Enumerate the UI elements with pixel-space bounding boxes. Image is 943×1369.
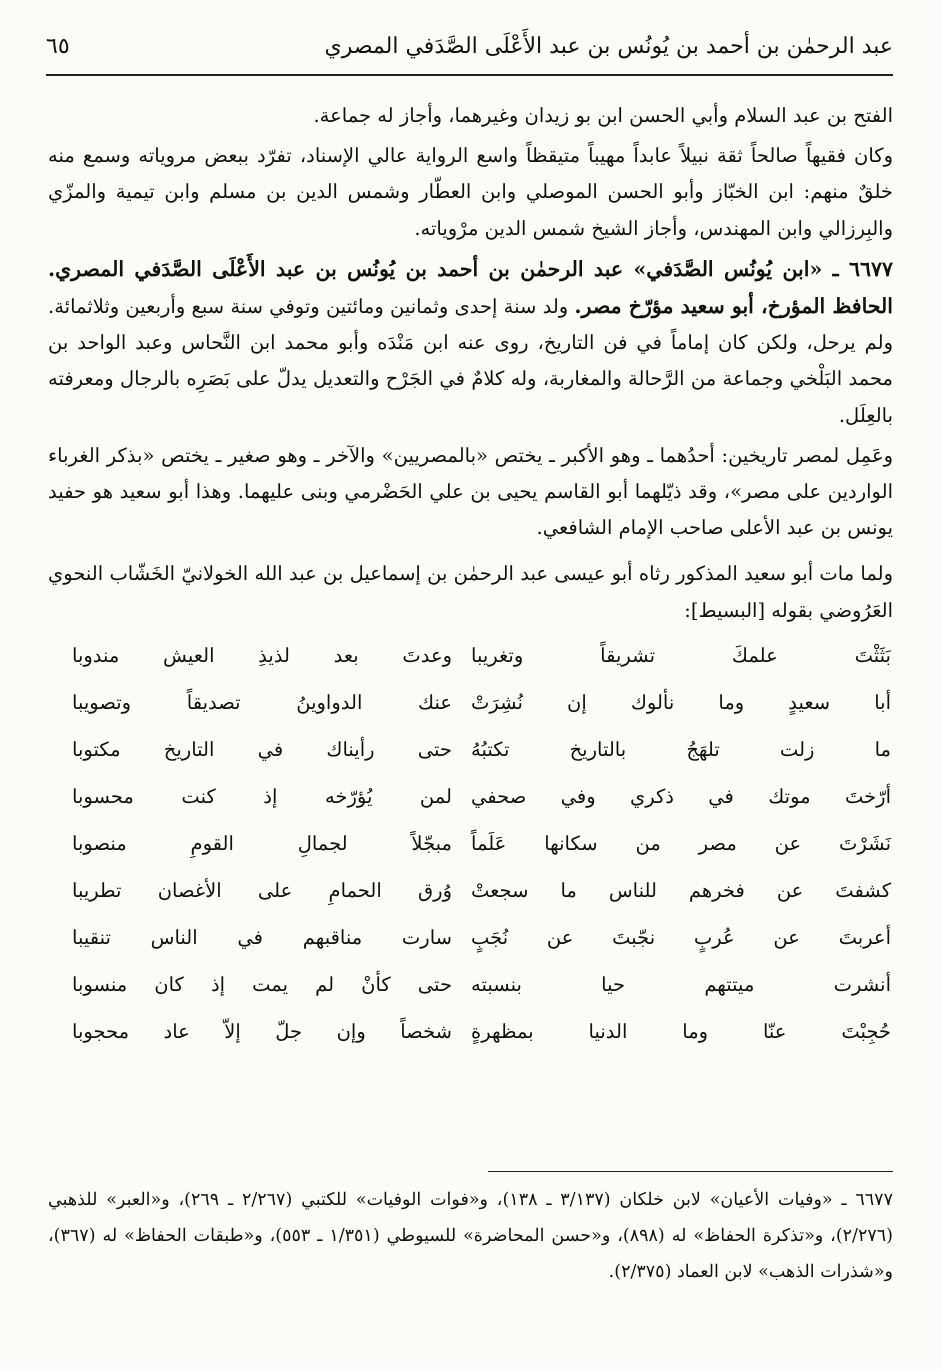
paragraph-5: ولما مات أبو سعيد المذكور رثاه أبو عيسى عبد الرحمٰن بن إسماعيل بن عبد الله الخولانيّ الخَشّاب النحوي العَرُوضي بقوله [البسيط]: — [48, 562, 893, 622]
verse-first-hemistich: أعربتَ عن عُربٍ نجّبتَ عن نُجَبٍ — [471, 926, 891, 950]
verse-first-hemistich: كشفتَ عن فخرهم للناس ما سجعتْ — [471, 879, 891, 903]
verse-first-hemistich: أبا سعيدٍ وما نألوك إن نُشِرَتْ — [471, 691, 891, 715]
footnotes — [48, 1182, 893, 1290]
verse-first-hemistich: حُجِبْتَ عنّا وما الدنيا بمظهرةٍ — [471, 1020, 891, 1044]
paragraph-1: الفتح بن عبد السلام وأبي الحسن ابن بو زيدان وغيرهما، وأجاز له جماعة. — [313, 104, 893, 127]
poem-verse — [48, 774, 893, 821]
poem-verse — [48, 915, 893, 962]
verse-second-hemistich: حتى رأيناك في التاريخ مكتوبا — [72, 738, 452, 762]
verse-second-hemistich: شخصاً وإن جلّ إلاّ عاد محجوبا — [72, 1020, 452, 1044]
poem-verse — [48, 727, 893, 774]
poem — [48, 633, 893, 1056]
verse-second-hemistich: حتى كأنْ لم يمت إذ كان منسوبا — [72, 973, 452, 997]
poem-verse — [48, 962, 893, 1009]
paragraph-4: وعَمِل لمصر تاريخين: أحدُهما ـ وهو الأكبر ـ يختص «بالمصريين» والآخر ـ وهو صغير ـ يختص «بذكر الغرباء الواردين على مصر»، وقد ذيّلهما أبو القاسم يحيى بن علي الحَضْرمي وبنى عليهما. وهذا أبو سعيد هو حفيد يونس بن عبد الأعلى صاحب الإمام الشافعي. — [48, 443, 893, 540]
paragraph-2: وكان فقيهاً صالحاً ثقة نبيلاً عابداً مهيباً متيقظاً واسع الرواية عالي الإسناد، تفرّد ببعض مروياته وسمع منه خلقٌ منهم: ابن الخبّاز وأبو الحسن الموصلي وابن العطّار وشمس الدين بن مسلم وابن تيمية والمزّي والبِرزالي وابن المهندس، وأجاز الشيخ شمس الدين مرْوياته. — [48, 144, 893, 240]
verse-second-hemistich: سارت مناقبهم في الناس تنقيبا — [72, 926, 452, 950]
poem-verse — [48, 1009, 893, 1056]
main-text — [48, 98, 893, 1056]
verse-first-hemistich: ما زلت تلهَجُ بالتاريخ تكتبُهُ — [471, 738, 891, 762]
verse-second-hemistich: وعدتَ بعد لذيذِ العيش مندوبا — [72, 644, 452, 668]
verse-first-hemistich: نَشَرْتَ عن مصر من سكانها عَلَماً — [471, 832, 891, 856]
verse-first-hemistich: أنشرت ميتتهم حيا بنسبته — [471, 973, 891, 997]
poem-verse — [48, 821, 893, 868]
verse-second-hemistich: مبجّلاً لجمالِ القومِ منصوبا — [72, 832, 452, 856]
verse-second-hemistich: لمن يُؤرّخه إذ كنت محسوبا — [72, 785, 452, 809]
poem-verse — [48, 868, 893, 915]
page-number: ٦٥ — [46, 34, 70, 59]
footnote-divider — [488, 1171, 893, 1172]
page-header — [46, 30, 893, 76]
verse-second-hemistich: عنك الدواوينُ تصديقاً وتصويبا — [72, 691, 452, 715]
entry-heading: ٦٦٧٧ ـ «ابن يُونُس الصَّدَفي» عبد الرحمٰن بن أحمد بن يُونُس بن عبد الأَعْلَى الصَّدَفي المصري. الحافظ المؤرخ، أبو سعيد مؤرّخ مصر. — [48, 256, 893, 319]
running-title: عبد الرحمٰن بن أحمد بن يُونُس بن عبد الأَعْلَى الصَّدَفي المصري — [324, 34, 893, 59]
verse-first-hemistich: أرّختَ موتك في ذكري وفي صحفي — [471, 785, 891, 809]
verse-first-hemistich: بَثَثْتَ علمكَ تشريقاً وتغريبا — [471, 644, 891, 668]
footnote-6677: ٦٦٧٧ ـ «وفيات الأعيان» لابن خلكان (٣/١٣٧ ـ ١٣٨)، و«فوات الوفيات» للكتبي (٢/٢٦٧ ـ ٢٦٩)، و«العبر» للذهبي (٢/٢٧٦)، و«تذكرة الحفاظ» له (٨٩٨)، و«حسن المحاضرة» للسيوطي (١/٣٥١ ـ ٥٥٣)، و«طبقات الحفاظ» له (٣٦٧)، و«شذرات الذهب» لابن العماد (٢/٣٧٥). — [48, 1190, 893, 1282]
poem-verse — [48, 680, 893, 727]
entry-body: ولد سنة إحدى وثمانين ومائتين وتوفي سنة سبع وأربعين وثلاثمائة. ولم يرحل، ولكن كان إماماً في فن التاريخ، روى عنه ابن مَنْدَه وأبو محمد ابن النَّحاس وعبد الواحد بن محمد البَلْخي وجماعة من الرَّحالة والمغاربة، وله كلامٌ في الجَرْح والتعديل يدلّ على بَصَرِه بالرجال ومعرفته بالعِلَل. — [48, 295, 893, 427]
entry-6677 — [48, 251, 893, 434]
poem-verse — [48, 633, 893, 680]
verse-second-hemistich: وُرق الحمامِ على الأغصان تطريبا — [72, 879, 452, 903]
